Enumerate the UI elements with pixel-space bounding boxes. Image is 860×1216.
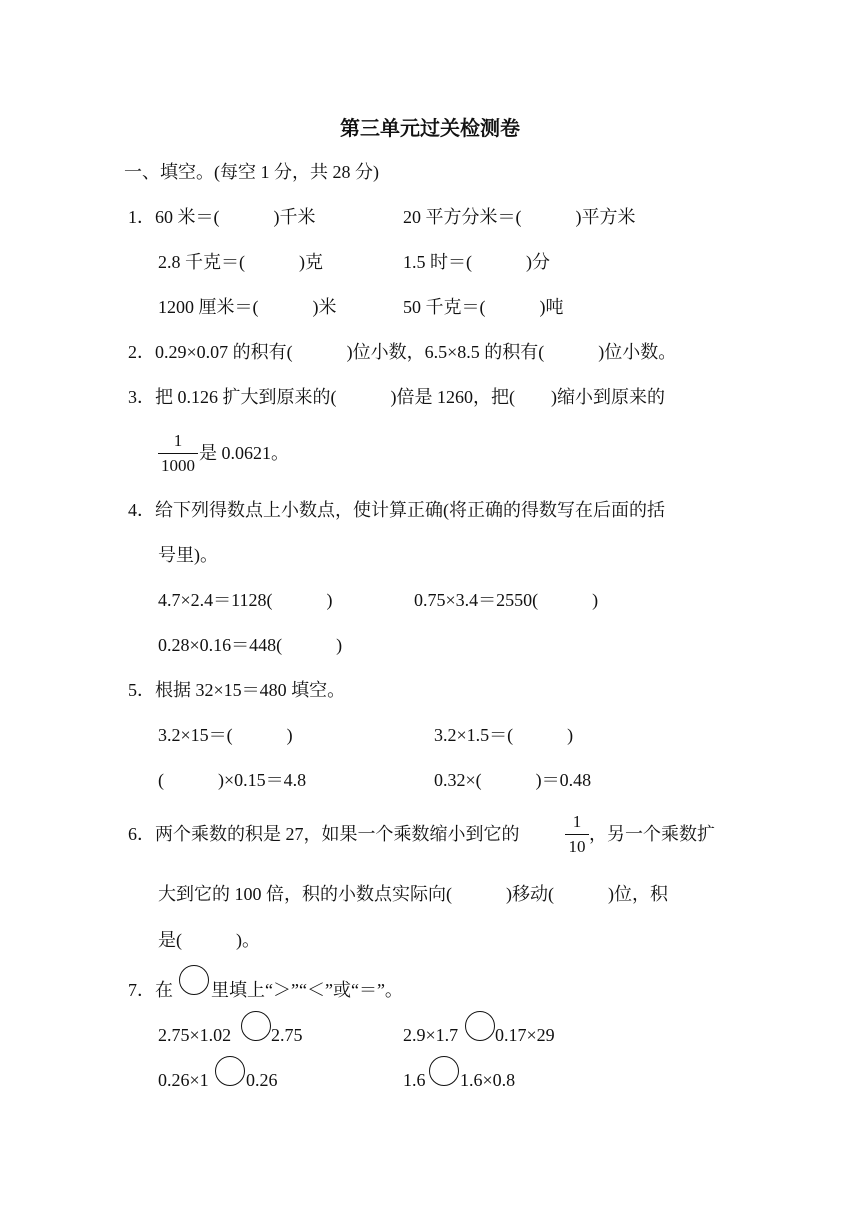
q7-a-left: 2.75×1.02 [158, 1025, 232, 1045]
q4-line1: 4．给下列得数点上小数点，使计算正确(将正确的得数写在后面的括 [128, 500, 665, 520]
q5-line1: 5．根据 32×15＝480 填空。 [128, 680, 346, 700]
q1-item-f: 50 千克＝( )吨 [403, 297, 564, 317]
q4-item-a: 4.7×2.4＝1128( ) [158, 590, 333, 610]
q5-item-a: 3.2×15＝( ) [158, 725, 293, 745]
q5-item-b: 3.2×1.5＝( ) [434, 725, 574, 745]
fraction-bar [158, 453, 198, 454]
q6-line3: 是( )。 [158, 930, 260, 950]
q7-b-right: 0.17×29 [495, 1025, 555, 1045]
q5-item-d: 0.32×( )＝0.48 [434, 770, 592, 790]
q6-fraction [565, 812, 589, 857]
compare-circle-a[interactable] [241, 1011, 271, 1041]
q7-b-left: 2.9×1.7 [403, 1025, 459, 1045]
q7-c-right: 0.26 [246, 1070, 278, 1090]
q1-item-d: 1.5 时＝( )分 [403, 252, 550, 272]
q1-item-e: 1200 厘米＝( )米 [158, 297, 337, 317]
page-title: 第三单元过关检测卷 [340, 116, 520, 140]
q7-a-right: 2.75 [271, 1025, 303, 1045]
q1-item-a: 1．60 米＝( )千米 [128, 207, 316, 227]
q1-item-b: 20 平方分米＝( )平方米 [403, 207, 636, 227]
q5-item-c: ( )×0.15＝4.8 [158, 770, 307, 790]
q3-fraction-denominator: 1000 [161, 456, 195, 475]
q6-line2: 大到它的 100 倍，积的小数点实际向( )移动( )位，积 [158, 884, 668, 904]
q7-head: 7．在 [128, 980, 173, 1000]
q4-line2: 号里)。 [158, 545, 218, 565]
q3-fraction [158, 431, 198, 476]
circle-icon [179, 965, 209, 995]
compare-circle-b[interactable] [465, 1011, 495, 1041]
compare-circle-d[interactable] [429, 1056, 459, 1086]
q4-item-c: 0.28×0.16＝448( ) [158, 635, 343, 655]
q7-tail: 里填上“＞”“＜”或“＝”。 [211, 980, 403, 1000]
q6-fraction-numerator: 1 [572, 812, 582, 831]
q3-line1: 3．把 0.126 扩大到原来的( )倍是 1260，把( )缩小到原来的 [128, 387, 665, 407]
q3-fraction-numerator: 1 [173, 431, 183, 450]
q6-fraction-denominator: 10 [568, 837, 586, 856]
q7-d-right: 1.6×0.8 [460, 1070, 516, 1090]
fraction-bar [565, 834, 589, 835]
q6-line1-tail: ，另一个乘数扩 [589, 824, 715, 844]
q2-text: 2．0.29×0.07 的积有( )位小数，6.5×8.5 的积有( )位小数。 [128, 342, 677, 362]
q3-line2: 是 0.0621。 [199, 443, 289, 463]
section-heading: 一、填空。(每空 1 分，共 28 分) [124, 162, 379, 182]
q7-d-left: 1.6 [403, 1070, 426, 1090]
q4-item-b: 0.75×3.4＝2550( ) [414, 590, 599, 610]
q1-item-c: 2.8 千克＝( )克 [158, 252, 323, 272]
q6-line1-head: 6．两个乘数的积是 27，如果一个乘数缩小到它的 [128, 824, 520, 844]
q7-c-left: 0.26×1 [158, 1070, 209, 1090]
compare-circle-c[interactable] [215, 1056, 245, 1086]
